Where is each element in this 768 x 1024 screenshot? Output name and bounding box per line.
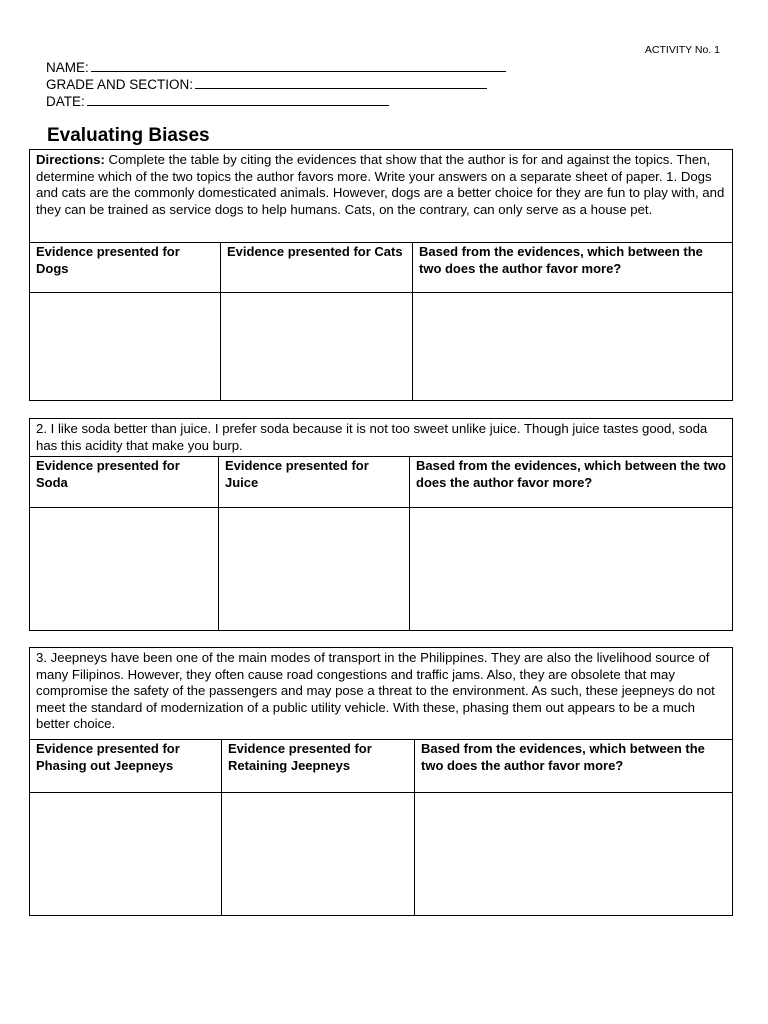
table-3-header-2: Evidence presented for Retaining Jeepneys [222, 740, 414, 793]
table-3-passage: 3. Jeepneys have been one of the main modes of transport in the Philippines. They are also the livelihood source of many Filipinos. However, they often cause road congestions and traffic jams. Also, they are obsolete that may compromise the safety of the passengers and may pose a threat to the environment. As such, these jeepneys do not meet the standard of modernization of a public utility vehicle. With these, phasing them out appears to be a much better choice. [30, 648, 732, 740]
directions-label: Directions: [36, 152, 105, 167]
date-label: DATE: [46, 94, 85, 109]
table-1-answer-2[interactable] [221, 293, 412, 400]
table-1-header-2: Evidence presented for Cats [221, 243, 412, 293]
table-2-col-1 [30, 457, 219, 630]
activity-number: ACTIVITY No. 1 [644, 44, 720, 56]
table-2-passage: 2. I like soda better than juice. I prefer soda because it is not too sweet unlike juice. Though juice tastes good, soda has this acidity that make you burp. [30, 419, 732, 457]
table-1-header-3: Based from the evidences, which between the two does the author favor more? [413, 243, 732, 293]
table-3-col-2 [222, 740, 415, 915]
table-1-header-1: Evidence presented for Dogs [30, 243, 220, 293]
directions-text: Complete the table by citing the evidences that show that the author is for and against the topics. Then, determine which of the two topics the author favors more. Write your answers on a separate sheet of paper. 1. Dogs and cats are the commonly domesticated animals. However, dogs are a better choice for they are fun to play with, and they can be trained as service dogs to help humans. Cats, on the contrary, can only serve as a house pet. [36, 152, 725, 217]
grade-label: GRADE AND SECTION: [46, 77, 194, 92]
table-2-header-2: Evidence presented for Juice [219, 457, 409, 508]
table-1-col-2 [221, 243, 413, 400]
table-2-answer-2[interactable] [219, 508, 409, 630]
table-3-col-3 [415, 740, 732, 915]
table-2-col-3 [410, 457, 732, 630]
table-1-col-1 [30, 243, 221, 400]
table-1 [29, 149, 733, 401]
table-3 [29, 647, 733, 916]
table-2 [29, 418, 733, 631]
table-3-answer-3[interactable] [415, 793, 732, 915]
table-2-header-3: Based from the evidences, which between the two does the author favor more? [410, 457, 732, 508]
table-1-col-3 [413, 243, 732, 400]
table-3-col-1 [30, 740, 222, 915]
directions [30, 150, 732, 243]
grade-row [46, 76, 506, 93]
table-2-col-2 [219, 457, 410, 630]
date-row [46, 93, 506, 110]
table-2-answer-1[interactable] [30, 508, 218, 630]
table-3-answer-1[interactable] [30, 793, 221, 915]
table-1-answer-1[interactable] [30, 293, 220, 400]
table-3-answer-2[interactable] [222, 793, 414, 915]
table-2-grid [30, 457, 732, 630]
table-3-grid [30, 740, 732, 915]
table-1-answer-3[interactable] [413, 293, 732, 400]
student-info [46, 59, 506, 110]
table-2-answer-3[interactable] [410, 508, 732, 630]
name-label: NAME: [46, 60, 89, 75]
date-field[interactable] [87, 93, 389, 106]
table-1-grid [30, 243, 732, 400]
grade-field[interactable] [195, 76, 487, 89]
table-3-header-3: Based from the evidences, which between the two does the author favor more? [415, 740, 732, 793]
page-title: Evaluating Biases [47, 125, 210, 146]
table-2-header-1: Evidence presented for Soda [30, 457, 218, 508]
name-field[interactable] [91, 59, 506, 72]
name-row [46, 59, 506, 76]
table-3-header-1: Evidence presented for Phasing out Jeepneys [30, 740, 221, 793]
